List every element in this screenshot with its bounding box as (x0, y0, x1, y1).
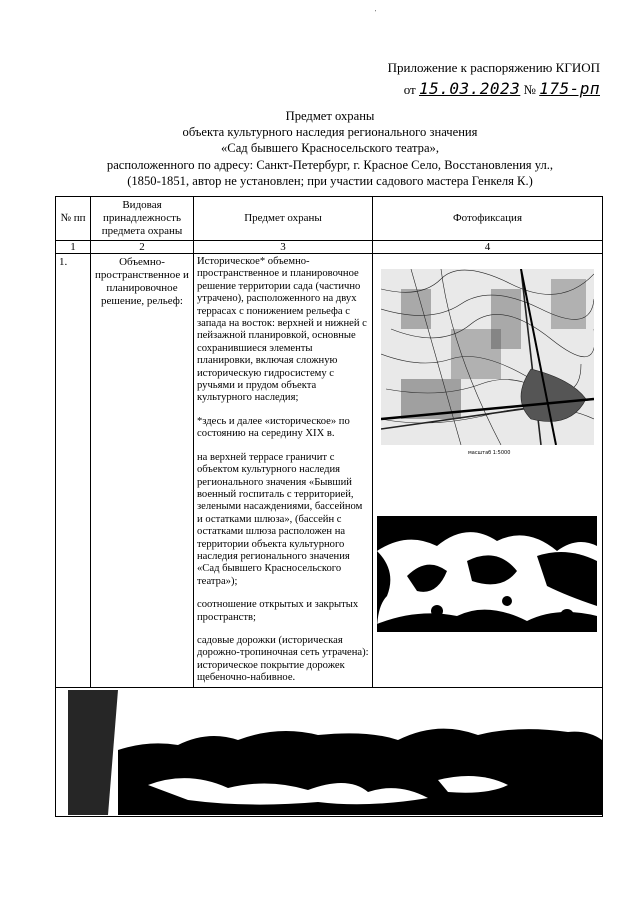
order-date: 15.03.2023 (418, 79, 521, 98)
header-number: № пп (56, 197, 91, 241)
row-subject (194, 254, 373, 688)
header-photo: Фотофиксация (373, 197, 603, 241)
col-num-1: 1 (56, 241, 91, 254)
table-row (56, 254, 603, 688)
table-header-row (56, 197, 603, 241)
header-subject: Предмет охраны (194, 197, 373, 241)
title-line-4: расположенного по адресу: Санкт-Петербург, г. Красное Село, Восстановления ул., (106, 157, 554, 172)
subject-paragraph-4: соотношение открытых и закрытых пространств; (197, 599, 359, 623)
order-prefix: от (403, 82, 416, 97)
title-line-1: Предмет охраны (285, 109, 375, 123)
protection-table (55, 196, 603, 817)
appendix-line: Приложение к распоряжению КГИОП (387, 60, 600, 75)
document-title (60, 108, 600, 189)
header-type: Видовая принадлежность предмета охраны (91, 197, 194, 241)
order-line (404, 79, 600, 98)
panorama-cell (56, 688, 603, 817)
row-photos (373, 254, 603, 688)
subject-paragraph-1: Историческое* объемно-пространственное и планировочное решение территории сада (частично утрачено), расположенного на двух террасах с понижением рельефа с запада на восток: верхней и нижней с пейзажной планировкой, основные сохранившиеся элементы планировки, включая сложную историческую гидросистему с ручьями и прудом объекта культурного наследия; (197, 256, 367, 404)
subject-paragraph-5: садовые дорожки (историческая дорожно-тропиночная сеть утрачена): историческое покрытие дорожек щебеночно-набивное. (197, 634, 369, 684)
subject-paragraph-3: на верхней террасе граничит с объектом культурного наследия регионального значения «Бывший военный госпиталь с территорией, зелеными насаждениями, бассейном и остатками шлюза», (бассейн с остатками шлюза расположен на территории объекта культурного наследия регионального значения «Сад бывшего Красносельского театра»); (197, 451, 363, 587)
title-line-2: объекта культурного наследия регионального значения (182, 125, 478, 140)
order-number: 175-рп (539, 79, 600, 98)
row-number: 1. (56, 254, 91, 688)
scan-mark: ' (375, 10, 377, 16)
subject-paragraph-2: *здесь и далее «историческое» по состоянию на середину XIX в. (197, 415, 350, 440)
map-caption: масштаб 1:5000 (468, 450, 511, 456)
panorama-photo (68, 690, 602, 815)
col-num-2: 2 (91, 241, 194, 254)
col-num-3: 3 (194, 241, 373, 254)
column-number-row (56, 241, 603, 254)
photo-continuation-row (56, 688, 603, 817)
title-line-5: (1850-1851, автор не установлен; при участии садового мастера Генкеля К.) (127, 173, 533, 188)
col-num-4: 4 (373, 241, 603, 254)
row-type: Объемно-пространственное и планировочное решение, рельеф: (91, 254, 194, 688)
historic-map-image (381, 269, 594, 445)
order-no-sign: № (523, 82, 536, 97)
title-line-3: «Сад бывшего Красносельского театра», (221, 141, 439, 156)
garden-photo (377, 516, 597, 632)
